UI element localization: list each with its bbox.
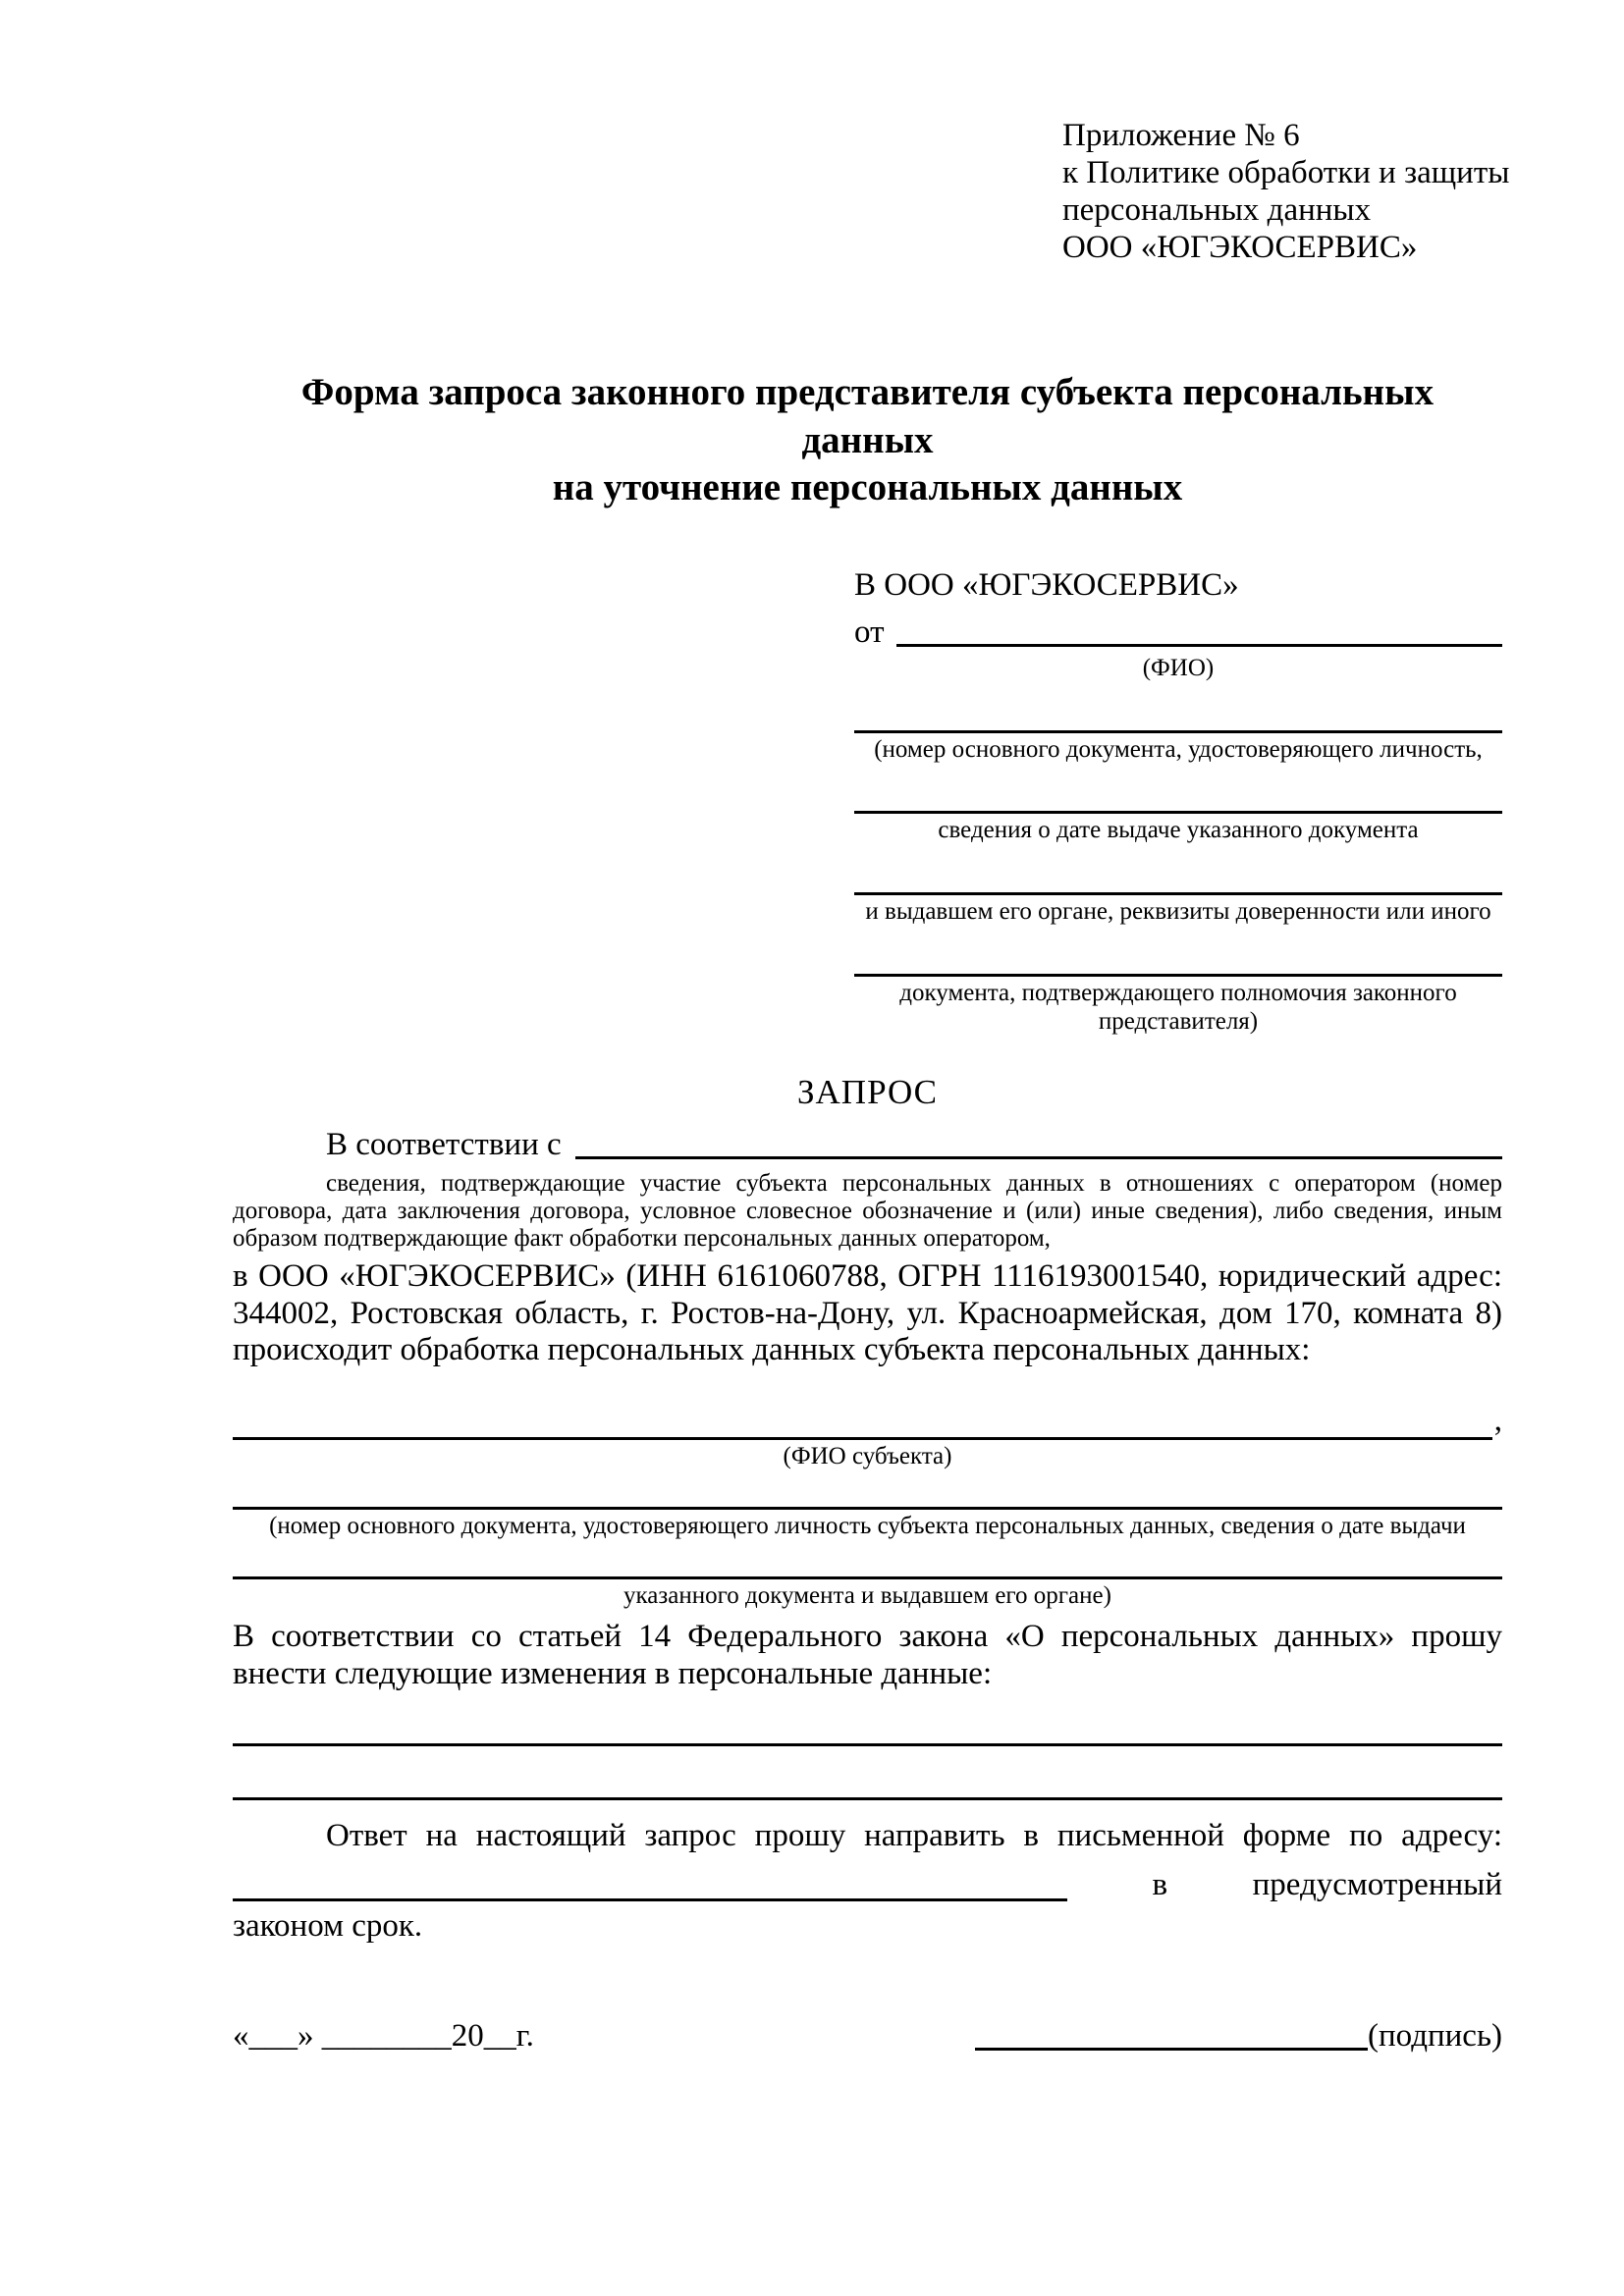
- addressee-block: [854, 567, 1502, 1036]
- doc-issue-date-caption: сведения о дате выдаче указанного документа: [938, 817, 1419, 844]
- signature-area: [975, 2018, 1502, 2056]
- doc-powers-blank-line: [854, 934, 1502, 977]
- subject-doc-blank-line-1: [233, 1471, 1502, 1510]
- signature-row: [233, 2018, 1502, 2056]
- signature-blank-line: [975, 2038, 1368, 2051]
- subject-fio-row: [233, 1403, 1502, 1440]
- subject-doc-caption-1: (номер основного документа, удостоверяющего личность субъекта персональных данных, сведения о дате выдачи: [269, 1513, 1466, 1540]
- amendment-blank-line-2: [233, 1746, 1502, 1800]
- addressee-field: [854, 691, 1502, 765]
- signature-caption: (подпись): [1368, 2018, 1502, 2055]
- doc-issue-date-blank-line: [854, 772, 1502, 814]
- page-title-line1: Форма запроса законного представителя субъекта персональных данных: [300, 370, 1435, 461]
- intro-blank-line: [575, 1147, 1502, 1159]
- addressee-to: В ООО «ЮГЭКОСЕРВИС»: [854, 567, 1239, 603]
- address-blank-line: [233, 1889, 1067, 1901]
- appendix-policy-line: к Политике обработки и защиты: [1062, 154, 1510, 190]
- doc-powers-caption: документа, подтверждающего полномочия законного представителя): [899, 979, 1457, 1035]
- doc-authority-caption: и выдавшем его органе, реквизиты доверенности или иного: [865, 898, 1491, 926]
- intro-label: В соответствии с: [326, 1126, 562, 1162]
- answer-paragraph-line1: Ответ на настоящий запрос прошу направить в письменной форме по адресу:: [326, 1818, 1502, 1854]
- fine-print-note: сведения, подтверждающие участие субъекта персональных данных в отношениях с оператором (номер договора, дата заключения договора, условное словесное обозначение и (или) иные сведения), либо сведения, иным образом подтверждающие факт обработки персональных данных оператором,: [233, 1169, 1502, 1252]
- request-intro-row: [233, 1127, 1502, 1164]
- subject-fio-caption: (ФИО субъекта): [783, 1443, 952, 1470]
- appendix-policy-line2: персональных данных: [1062, 191, 1372, 228]
- fio-blank-line: [896, 634, 1503, 647]
- appendix-company: ООО «ЮГЭКОСЕРВИС»: [1062, 229, 1418, 265]
- subject-doc-blank-line-2: [233, 1541, 1502, 1579]
- page-title-line2: на уточнение персональных данных: [552, 466, 1183, 509]
- from-label: от: [854, 614, 885, 650]
- answer-word-v: в: [1152, 1867, 1168, 1903]
- addressee-field: [854, 772, 1502, 845]
- answer-word-predusmotrenny: предусмотренный: [1252, 1867, 1502, 1903]
- appendix-number: Приложение № 6: [1062, 118, 1300, 153]
- addressee-field: [854, 934, 1502, 1037]
- answer-paragraph-line2: [233, 1861, 1502, 1904]
- page-title: [233, 369, 1502, 512]
- subject-doc-caption-2: указанного документа и выдавшем его органе): [623, 1581, 1111, 1609]
- subject-fio-blank-line: [233, 1427, 1492, 1440]
- fio-caption: (ФИО): [1142, 654, 1215, 681]
- addressee-field: [854, 853, 1502, 927]
- amendment-blank-line-1: [233, 1692, 1502, 1746]
- operator-paragraph: в ООО «ЮГЭКОСЕРВИС» (ИНН 6161060788, ОГРН 1116193001540, юридический адрес: 344002, Ростовская область, г. Ростов-на-Дону, ул. Красноармейская, дом 170, комната 8) происходит обработка персональных данных субъекта персональных данных:: [233, 1257, 1502, 1368]
- doc-number-blank-line: [854, 691, 1502, 733]
- subject-fio-comma: ,: [1493, 1403, 1502, 1439]
- addressee-from-row: [854, 614, 1502, 652]
- doc-authority-blank-line: [854, 853, 1502, 895]
- date-blank-template: «___» ________20__г.: [233, 2018, 534, 2055]
- doc-number-caption: (номер основного документа, удостоверяющего личность,: [874, 735, 1483, 763]
- amendment-paragraph: В соответствии со статьей 14 Федерального закона «О персональных данных» прошу внести следующие изменения в персональные данные:: [233, 1618, 1502, 1691]
- appendix-header: [1062, 118, 1510, 267]
- answer-paragraph-line3: законом срок.: [233, 1908, 423, 1945]
- request-heading: ЗАПРОС: [796, 1073, 939, 1112]
